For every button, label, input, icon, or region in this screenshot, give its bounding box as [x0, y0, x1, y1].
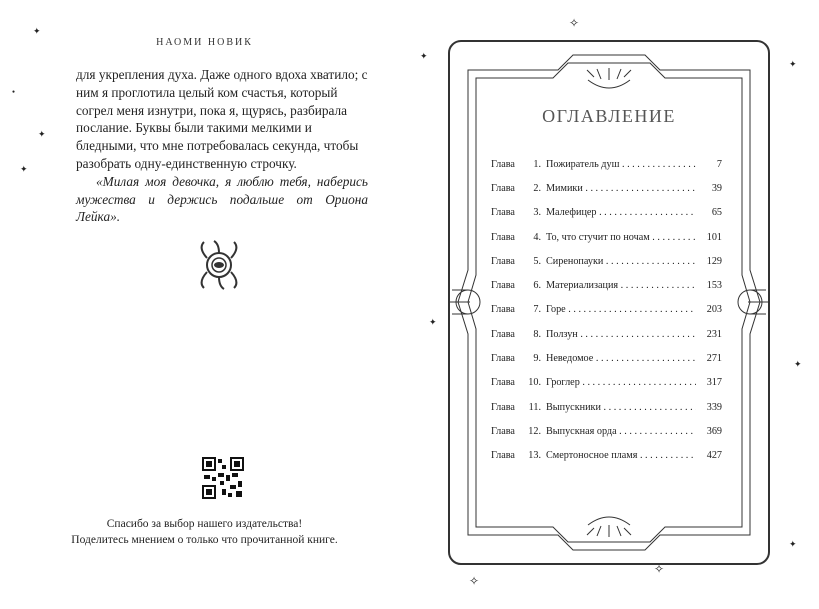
star-icon: ✧ [569, 16, 580, 30]
toc-entry[interactable] [491, 419, 722, 443]
chapter-page: 427 [696, 450, 722, 461]
chapter-title: Выпускная орда . . . [546, 426, 696, 437]
chapter-label: Глава [491, 304, 515, 316]
chapter-number: 12. [528, 425, 541, 437]
chapter-label: Глава [491, 401, 515, 413]
toc-entry[interactable] [491, 201, 722, 225]
snake-emblem-icon [192, 238, 246, 292]
chapter-title: Мимики . . . [546, 183, 696, 194]
chapter-number: 6. [533, 280, 541, 292]
chapter-label: Глава [491, 425, 515, 437]
chapter-page: 369 [696, 426, 722, 437]
chapter-title: Смертоносное пламя . . . [546, 450, 696, 461]
star-icon: ✦ [420, 51, 428, 61]
chapter-page: 153 [696, 280, 722, 291]
star-icon: ✦ [789, 539, 797, 549]
chapter-label: Глава [491, 182, 515, 194]
chapter-page: 339 [696, 402, 722, 413]
thanks-line: Поделитесь мнением о только что прочитанной книге. [71, 534, 338, 546]
chapter-number: 13. [528, 450, 541, 462]
star-icon: ✧ [654, 562, 665, 576]
star-icon: ✦ [20, 164, 28, 174]
thanks-note [0, 516, 409, 548]
chapter-label: Глава [491, 158, 515, 170]
chapter-title: Пожиратель душ . . . [546, 159, 696, 170]
chapter-number: 3. [533, 207, 541, 219]
chapter-page: 7 [696, 159, 722, 170]
chapter-title: То, что стучит по ночам . . . [546, 232, 696, 243]
chapter-page: 129 [696, 256, 722, 267]
chapter-title: Горе . . . [546, 304, 696, 315]
chapter-title: Малефицер . . . [546, 207, 696, 218]
chapter-label: Глава [491, 353, 515, 365]
toc-entry[interactable] [491, 176, 722, 200]
star-icon: ● [12, 90, 16, 95]
qr-code[interactable] [202, 457, 244, 499]
toc-entry[interactable] [491, 346, 722, 370]
toc-entry[interactable] [491, 225, 722, 249]
toc-entry[interactable] [491, 298, 722, 322]
chapter-number: 5. [533, 255, 541, 267]
chapter-number: 7. [533, 304, 541, 316]
chapter-label: Глава [491, 377, 515, 389]
toc-entry[interactable] [491, 395, 722, 419]
chapter-number: 1. [533, 158, 541, 170]
body-text [76, 66, 368, 226]
toc-entry[interactable] [491, 444, 722, 468]
chapter-number: 9. [533, 353, 541, 365]
star-icon: ✧ [469, 574, 480, 588]
running-head: НАОМИ НОВИК [156, 37, 253, 48]
paragraph: для укрепления духа. Даже одного вдоха хватило; с ним я проглотила целый ком счастья, который согрел меня изнутри, пока я, щурясь, разбирала послание. Буквы были такими мелкими и бледными, что мне потребовалась секунда, чтобы разобрать одну-единственную строчку. [76, 67, 368, 171]
star-icon: ✦ [789, 59, 797, 69]
chapter-title: Сиренопауки . . . [546, 256, 696, 267]
chapter-page: 271 [696, 353, 722, 364]
star-icon: ✦ [794, 359, 802, 369]
chapter-label: Глава [491, 450, 515, 462]
toc-entry[interactable] [491, 152, 722, 176]
chapter-title: Ползун . . . [546, 329, 696, 340]
star-icon: ✦ [33, 26, 41, 36]
chapter-page: 231 [696, 329, 722, 340]
toc-entry[interactable] [491, 273, 722, 297]
right-page [409, 0, 819, 609]
chapter-page: 101 [696, 232, 722, 243]
chapter-page: 65 [696, 207, 722, 218]
thanks-line: Спасибо за выбор нашего издательства! [106, 518, 303, 530]
chapter-number: 2. [533, 182, 541, 194]
chapter-title: Выпускники . . . [546, 402, 696, 413]
chapter-label: Глава [491, 231, 515, 243]
chapter-number: 8. [533, 328, 541, 340]
chapter-page: 317 [696, 377, 722, 388]
quote: «Милая моя девочка, я люблю тебя, наберись мужества и держись подальше от Ориона Лейка». [76, 173, 368, 225]
toc-entry[interactable] [491, 371, 722, 395]
chapter-title: Материализация . . . [546, 280, 696, 291]
chapter-label: Глава [491, 255, 515, 267]
chapter-page: 203 [696, 304, 722, 315]
table-of-contents [491, 152, 722, 468]
left-page [0, 0, 409, 609]
chapter-number: 10. [528, 377, 541, 389]
chapter-title: Гроглер . . . [546, 377, 696, 388]
toc-entry[interactable] [491, 322, 722, 346]
chapter-number: 4. [533, 231, 541, 243]
star-icon: ✦ [429, 317, 437, 327]
chapter-label: Глава [491, 207, 515, 219]
chapter-number: 11. [528, 401, 541, 413]
chapter-label: Глава [491, 280, 515, 292]
toc-entry[interactable] [491, 249, 722, 273]
chapter-page: 39 [696, 183, 722, 194]
toc-title: ОГЛАВЛЕНИЕ [542, 106, 676, 126]
star-icon: ✦ [38, 129, 46, 139]
chapter-title: Неведомое . . . [546, 353, 696, 364]
chapter-label: Глава [491, 328, 515, 340]
